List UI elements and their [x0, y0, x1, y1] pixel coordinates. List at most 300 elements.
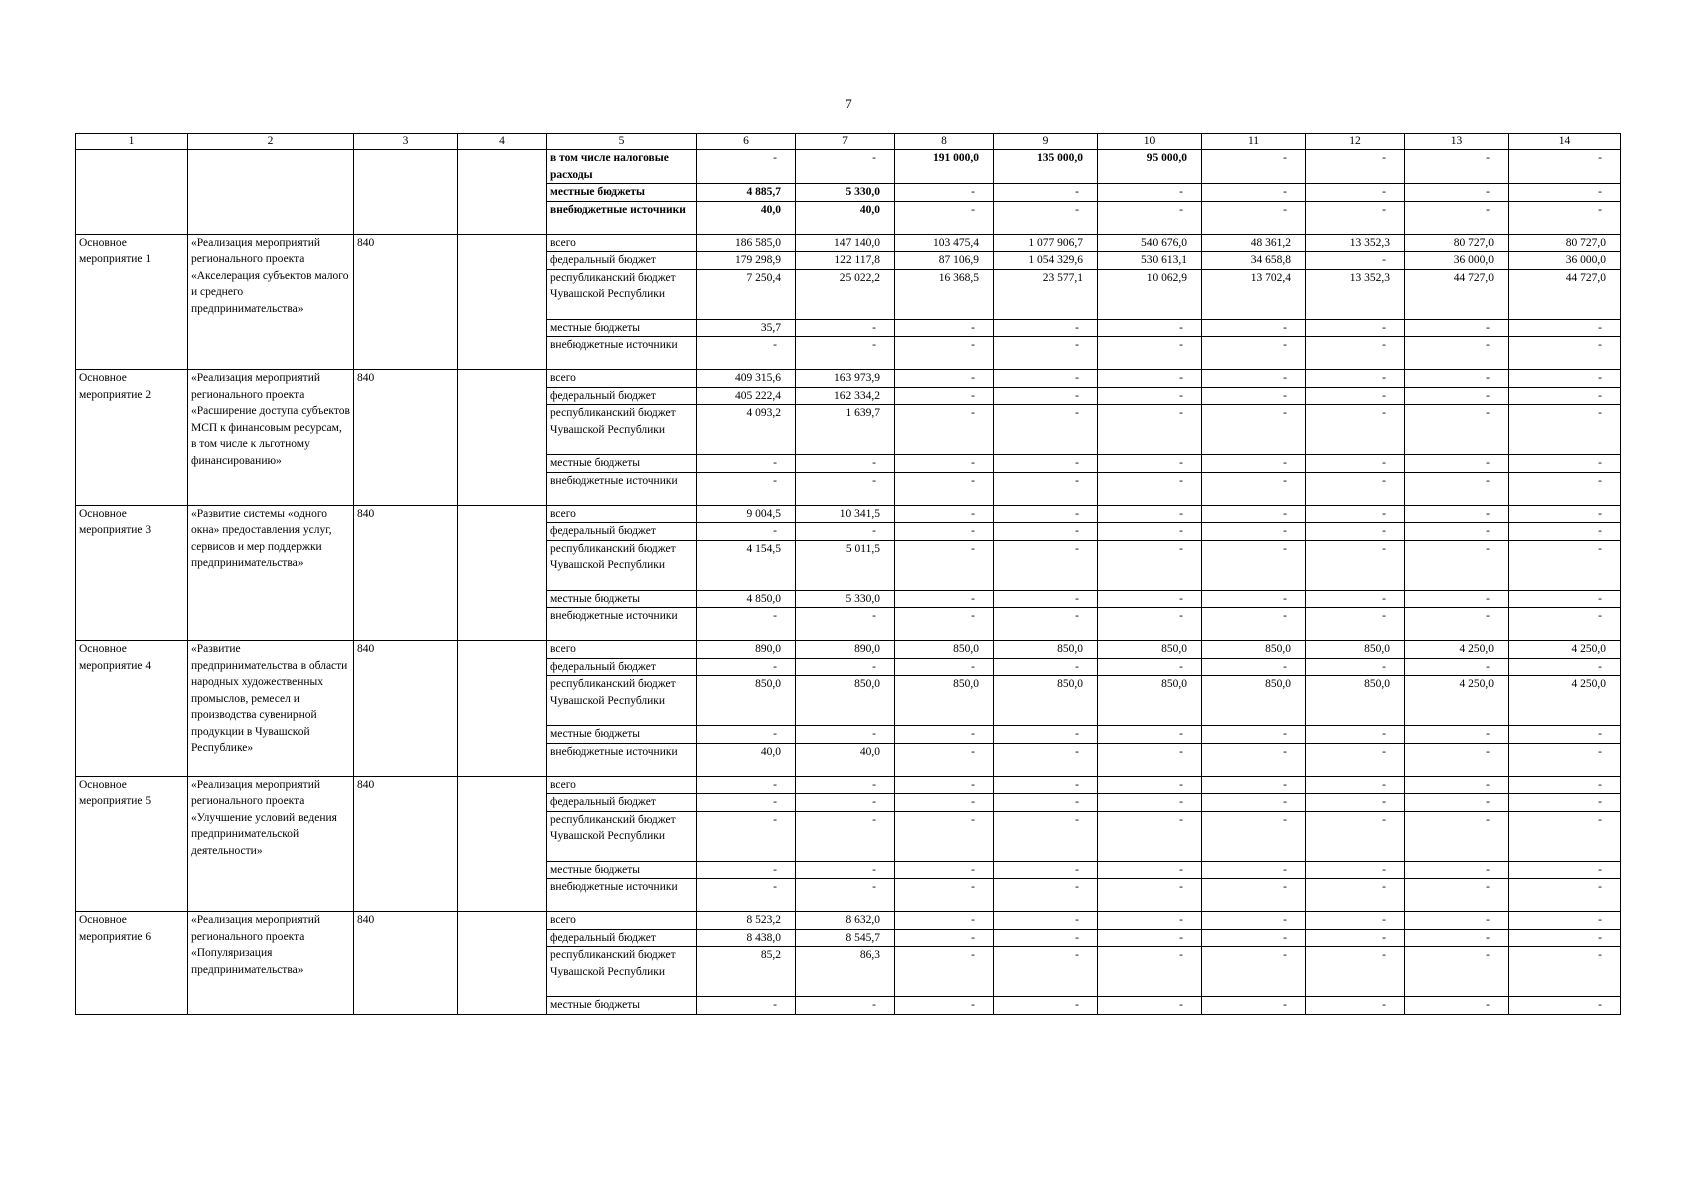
value-cell: -: [1509, 472, 1621, 505]
value-cell: -: [1098, 929, 1202, 947]
value-cell: -: [895, 370, 994, 388]
value-cell: -: [1098, 370, 1202, 388]
source-cell: всего: [547, 776, 697, 794]
value-cell: 4 093,2: [697, 405, 796, 455]
value-cell: -: [895, 794, 994, 812]
value-cell: -: [994, 590, 1098, 608]
value-cell: 850,0: [1098, 676, 1202, 726]
empty-cell: [354, 150, 458, 235]
value-cell: -: [796, 150, 895, 184]
value-cell: -: [796, 879, 895, 912]
value-cell: -: [796, 861, 895, 879]
value-cell: -: [796, 523, 895, 541]
value-cell: -: [796, 658, 895, 676]
source-cell: внебюджетные источники: [547, 472, 697, 505]
value-cell: -: [1098, 608, 1202, 641]
value-cell: -: [1306, 743, 1405, 776]
empty-cell: [458, 641, 547, 777]
value-cell: -: [895, 505, 994, 523]
event-title-cell: «Развитие предпринимательства в области народных художественных промыслов, ремесел и производства сувенирной продукции в Чувашской Республике»: [188, 641, 354, 777]
value-cell: -: [1405, 726, 1509, 744]
value-cell: -: [1202, 201, 1306, 234]
source-cell: местные бюджеты: [547, 184, 697, 202]
header-cell: 8: [895, 134, 994, 150]
source-cell: федеральный бюджет: [547, 387, 697, 405]
source-cell: внебюджетные источники: [547, 337, 697, 370]
value-cell: -: [1098, 201, 1202, 234]
header-cell: 2: [188, 134, 354, 150]
source-cell: республиканский бюджет Чувашской Республики: [547, 540, 697, 590]
value-cell: -: [1098, 743, 1202, 776]
value-cell: -: [1202, 726, 1306, 744]
table-header-row: [76, 134, 1621, 150]
value-cell: -: [994, 370, 1098, 388]
value-cell: -: [895, 319, 994, 337]
value-cell: 850,0: [1202, 641, 1306, 659]
value-cell: 890,0: [697, 641, 796, 659]
value-cell: -: [895, 947, 994, 997]
value-cell: 850,0: [994, 641, 1098, 659]
value-cell: -: [895, 658, 994, 676]
value-cell: -: [1509, 912, 1621, 930]
value-cell: -: [697, 794, 796, 812]
value-cell: -: [1405, 201, 1509, 234]
value-cell: 162 334,2: [796, 387, 895, 405]
header-cell: 6: [697, 134, 796, 150]
value-cell: -: [994, 861, 1098, 879]
value-cell: 13 702,4: [1202, 269, 1306, 319]
value-cell: 530 613,1: [1098, 252, 1202, 270]
value-cell: 7 250,4: [697, 269, 796, 319]
event-code-cell: 840: [354, 370, 458, 506]
value-cell: -: [1405, 608, 1509, 641]
value-cell: -: [1202, 811, 1306, 861]
header-cell: 3: [354, 134, 458, 150]
value-cell: -: [1306, 472, 1405, 505]
value-cell: 405 222,4: [697, 387, 796, 405]
value-cell: -: [994, 201, 1098, 234]
source-cell: всего: [547, 234, 697, 252]
value-cell: -: [1098, 997, 1202, 1015]
value-cell: 186 585,0: [697, 234, 796, 252]
value-cell: -: [1509, 726, 1621, 744]
empty-cell: [458, 776, 547, 912]
value-cell: -: [895, 743, 994, 776]
value-cell: 850,0: [796, 676, 895, 726]
source-cell: всего: [547, 370, 697, 388]
value-cell: -: [1405, 505, 1509, 523]
value-cell: -: [1509, 743, 1621, 776]
value-cell: -: [1509, 590, 1621, 608]
value-cell: -: [1202, 472, 1306, 505]
source-cell: всего: [547, 912, 697, 930]
value-cell: -: [1509, 319, 1621, 337]
value-cell: -: [796, 472, 895, 505]
header-cell: 11: [1202, 134, 1306, 150]
source-cell: республиканский бюджет Чувашской Республики: [547, 947, 697, 997]
table-row: [76, 150, 1621, 184]
value-cell: -: [796, 997, 895, 1015]
value-cell: -: [1306, 337, 1405, 370]
event-title-cell: «Реализация мероприятий регионального проекта «Улучшение условий ведения предпринимательской деятельности»: [188, 776, 354, 912]
value-cell: -: [895, 337, 994, 370]
value-cell: -: [994, 319, 1098, 337]
source-cell: республиканский бюджет Чувашской Республики: [547, 676, 697, 726]
value-cell: -: [1306, 319, 1405, 337]
value-cell: -: [1306, 879, 1405, 912]
source-cell: республиканский бюджет Чувашской Республики: [547, 269, 697, 319]
source-cell: местные бюджеты: [547, 319, 697, 337]
value-cell: -: [1306, 523, 1405, 541]
value-cell: 5 330,0: [796, 590, 895, 608]
value-cell: -: [697, 861, 796, 879]
event-code-cell: 840: [354, 505, 458, 641]
value-cell: -: [1098, 319, 1202, 337]
value-cell: -: [994, 811, 1098, 861]
empty-cell: [458, 150, 547, 235]
value-cell: 86,3: [796, 947, 895, 997]
value-cell: 13 352,3: [1306, 269, 1405, 319]
value-cell: 5 011,5: [796, 540, 895, 590]
value-cell: -: [1405, 370, 1509, 388]
value-cell: -: [1306, 947, 1405, 997]
page-number: 7: [845, 96, 852, 111]
value-cell: -: [1405, 997, 1509, 1015]
value-cell: 9 004,5: [697, 505, 796, 523]
value-cell: -: [1405, 929, 1509, 947]
value-cell: 1 077 906,7: [994, 234, 1098, 252]
table-row: [76, 641, 1621, 659]
value-cell: -: [1098, 947, 1202, 997]
value-cell: -: [1306, 184, 1405, 202]
value-cell: 40,0: [697, 743, 796, 776]
value-cell: -: [697, 997, 796, 1015]
value-cell: -: [796, 337, 895, 370]
value-cell: -: [1098, 455, 1202, 473]
event-title-cell: «Реализация мероприятий регионального проекта «Расширение доступа субъектов МСП к финансовым ресурсам, в том числе к льготному финансированию»: [188, 370, 354, 506]
value-cell: -: [895, 929, 994, 947]
value-cell: -: [1509, 370, 1621, 388]
value-cell: -: [1306, 726, 1405, 744]
value-cell: -: [1202, 776, 1306, 794]
value-cell: -: [796, 811, 895, 861]
value-cell: -: [796, 776, 895, 794]
value-cell: -: [1509, 540, 1621, 590]
value-cell: -: [1202, 540, 1306, 590]
empty-cell: [76, 150, 188, 235]
value-cell: 850,0: [1202, 676, 1306, 726]
value-cell: -: [895, 590, 994, 608]
header-cell: 10: [1098, 134, 1202, 150]
value-cell: 10 062,9: [1098, 269, 1202, 319]
value-cell: 850,0: [697, 676, 796, 726]
value-cell: -: [994, 929, 1098, 947]
value-cell: -: [1405, 405, 1509, 455]
event-code-cell: 840: [354, 234, 458, 370]
value-cell: 179 298,9: [697, 252, 796, 270]
header-cell: 7: [796, 134, 895, 150]
value-cell: 4 250,0: [1509, 676, 1621, 726]
value-cell: -: [796, 455, 895, 473]
source-cell: внебюджетные источники: [547, 743, 697, 776]
event-title-cell: «Развитие системы «одного окна» предоставления услуг, сервисов и мер поддержки предпринимательства»: [188, 505, 354, 641]
source-cell: местные бюджеты: [547, 455, 697, 473]
value-cell: 40,0: [796, 201, 895, 234]
value-cell: -: [1509, 947, 1621, 997]
value-cell: -: [1202, 405, 1306, 455]
value-cell: -: [1405, 794, 1509, 812]
value-cell: -: [697, 776, 796, 794]
value-cell: -: [1306, 608, 1405, 641]
value-cell: -: [796, 726, 895, 744]
value-cell: -: [994, 912, 1098, 930]
value-cell: -: [994, 472, 1098, 505]
value-cell: -: [1098, 387, 1202, 405]
source-cell: внебюджетные источники: [547, 201, 697, 234]
value-cell: -: [1405, 811, 1509, 861]
value-cell: 8 438,0: [697, 929, 796, 947]
value-cell: 4 250,0: [1509, 641, 1621, 659]
value-cell: -: [1098, 540, 1202, 590]
value-cell: 44 727,0: [1509, 269, 1621, 319]
value-cell: 1 054 329,6: [994, 252, 1098, 270]
table-row: [76, 505, 1621, 523]
value-cell: 4 154,5: [697, 540, 796, 590]
value-cell: 87 106,9: [895, 252, 994, 270]
value-cell: -: [1509, 997, 1621, 1015]
value-cell: -: [1509, 861, 1621, 879]
value-cell: -: [697, 726, 796, 744]
table-row: [76, 776, 1621, 794]
value-cell: -: [1306, 252, 1405, 270]
value-cell: -: [1306, 658, 1405, 676]
value-cell: -: [1509, 337, 1621, 370]
source-cell: всего: [547, 505, 697, 523]
value-cell: -: [1098, 523, 1202, 541]
value-cell: -: [1509, 776, 1621, 794]
value-cell: 4 250,0: [1405, 676, 1509, 726]
value-cell: 4 250,0: [1405, 641, 1509, 659]
value-cell: 10 341,5: [796, 505, 895, 523]
value-cell: -: [895, 879, 994, 912]
value-cell: -: [1306, 929, 1405, 947]
budget-table: [75, 133, 1621, 1015]
value-cell: -: [1202, 184, 1306, 202]
value-cell: -: [1509, 184, 1621, 202]
value-cell: -: [895, 387, 994, 405]
source-cell: внебюджетные источники: [547, 879, 697, 912]
value-cell: -: [994, 523, 1098, 541]
value-cell: -: [1405, 590, 1509, 608]
value-cell: 23 577,1: [994, 269, 1098, 319]
source-cell: внебюджетные источники: [547, 608, 697, 641]
source-cell: местные бюджеты: [547, 726, 697, 744]
value-cell: 40,0: [796, 743, 895, 776]
value-cell: 85,2: [697, 947, 796, 997]
value-cell: -: [1405, 523, 1509, 541]
value-cell: 135 000,0: [994, 150, 1098, 184]
event-event-cell: Основное мероприятие 6: [76, 912, 188, 1015]
value-cell: -: [1405, 150, 1509, 184]
value-cell: -: [1202, 590, 1306, 608]
value-cell: 40,0: [697, 201, 796, 234]
event-code-cell: 840: [354, 776, 458, 912]
value-cell: -: [895, 184, 994, 202]
value-cell: -: [1306, 387, 1405, 405]
header-cell: 4: [458, 134, 547, 150]
value-cell: -: [697, 150, 796, 184]
value-cell: -: [994, 184, 1098, 202]
value-cell: -: [697, 523, 796, 541]
value-cell: -: [1509, 505, 1621, 523]
source-cell: федеральный бюджет: [547, 794, 697, 812]
value-cell: 850,0: [1306, 641, 1405, 659]
value-cell: 13 352,3: [1306, 234, 1405, 252]
value-cell: -: [1405, 455, 1509, 473]
value-cell: -: [1098, 505, 1202, 523]
value-cell: -: [1202, 505, 1306, 523]
table-row: [76, 912, 1621, 930]
value-cell: -: [1509, 879, 1621, 912]
header-cell: 5: [547, 134, 697, 150]
header-cell: 13: [1405, 134, 1509, 150]
value-cell: -: [796, 794, 895, 812]
value-cell: -: [1202, 997, 1306, 1015]
value-cell: 4 850,0: [697, 590, 796, 608]
value-cell: -: [1306, 370, 1405, 388]
value-cell: -: [1405, 319, 1509, 337]
empty-cell: [458, 370, 547, 506]
value-cell: -: [895, 455, 994, 473]
value-cell: -: [994, 337, 1098, 370]
value-cell: -: [1098, 861, 1202, 879]
value-cell: -: [994, 947, 1098, 997]
value-cell: -: [1405, 337, 1509, 370]
value-cell: 850,0: [895, 641, 994, 659]
value-cell: 122 117,8: [796, 252, 895, 270]
value-cell: -: [1405, 947, 1509, 997]
source-cell: федеральный бюджет: [547, 523, 697, 541]
value-cell: 163 973,9: [796, 370, 895, 388]
value-cell: -: [697, 658, 796, 676]
value-cell: 850,0: [895, 676, 994, 726]
value-cell: -: [1202, 658, 1306, 676]
value-cell: 850,0: [1306, 676, 1405, 726]
source-cell: местные бюджеты: [547, 861, 697, 879]
value-cell: 5 330,0: [796, 184, 895, 202]
value-cell: -: [1098, 776, 1202, 794]
value-cell: -: [1509, 150, 1621, 184]
source-cell: местные бюджеты: [547, 997, 697, 1015]
value-cell: 8 523,2: [697, 912, 796, 930]
source-cell: федеральный бюджет: [547, 658, 697, 676]
value-cell: -: [1509, 929, 1621, 947]
value-cell: -: [1306, 201, 1405, 234]
value-cell: -: [895, 912, 994, 930]
value-cell: -: [994, 794, 1098, 812]
value-cell: -: [994, 405, 1098, 455]
value-cell: -: [1509, 608, 1621, 641]
value-cell: -: [895, 811, 994, 861]
value-cell: -: [1202, 879, 1306, 912]
event-event-cell: Основное мероприятие 4: [76, 641, 188, 777]
value-cell: -: [796, 319, 895, 337]
value-cell: -: [1306, 540, 1405, 590]
value-cell: -: [1202, 455, 1306, 473]
value-cell: -: [697, 811, 796, 861]
value-cell: 80 727,0: [1405, 234, 1509, 252]
value-cell: -: [697, 455, 796, 473]
event-code-cell: 840: [354, 641, 458, 777]
value-cell: -: [994, 505, 1098, 523]
value-cell: -: [1098, 912, 1202, 930]
value-cell: 850,0: [994, 676, 1098, 726]
value-cell: -: [895, 405, 994, 455]
empty-cell: [458, 505, 547, 641]
value-cell: 8 545,7: [796, 929, 895, 947]
value-cell: 8 632,0: [796, 912, 895, 930]
value-cell: 35,7: [697, 319, 796, 337]
value-cell: 147 140,0: [796, 234, 895, 252]
value-cell: -: [697, 879, 796, 912]
value-cell: -: [895, 861, 994, 879]
value-cell: -: [1202, 337, 1306, 370]
value-cell: -: [796, 608, 895, 641]
value-cell: -: [1306, 861, 1405, 879]
value-cell: -: [1098, 658, 1202, 676]
source-cell: республиканский бюджет Чувашской Республики: [547, 811, 697, 861]
value-cell: -: [1306, 811, 1405, 861]
value-cell: -: [895, 472, 994, 505]
event-event-cell: Основное мероприятие 5: [76, 776, 188, 912]
value-cell: -: [1202, 319, 1306, 337]
value-cell: -: [1098, 811, 1202, 861]
value-cell: -: [1306, 776, 1405, 794]
value-cell: -: [1306, 997, 1405, 1015]
table-body: [76, 134, 1621, 1015]
value-cell: -: [1202, 794, 1306, 812]
value-cell: 36 000,0: [1509, 252, 1621, 270]
value-cell: 80 727,0: [1509, 234, 1621, 252]
value-cell: -: [697, 472, 796, 505]
value-cell: -: [1098, 184, 1202, 202]
value-cell: -: [1509, 201, 1621, 234]
value-cell: -: [1306, 455, 1405, 473]
value-cell: -: [1405, 387, 1509, 405]
value-cell: -: [994, 608, 1098, 641]
value-cell: -: [895, 776, 994, 794]
value-cell: -: [1202, 912, 1306, 930]
source-cell: всего: [547, 641, 697, 659]
value-cell: -: [1202, 929, 1306, 947]
event-title-cell: «Реализация мероприятий регионального проекта «Популяризация предпринимательства»: [188, 912, 354, 1015]
source-cell: местные бюджеты: [547, 590, 697, 608]
value-cell: -: [1202, 947, 1306, 997]
value-cell: -: [1405, 861, 1509, 879]
value-cell: 1 639,7: [796, 405, 895, 455]
value-cell: -: [1306, 505, 1405, 523]
header-cell: 14: [1509, 134, 1621, 150]
value-cell: -: [1509, 811, 1621, 861]
value-cell: 540 676,0: [1098, 234, 1202, 252]
source-cell: в том числе налоговые расходы: [547, 150, 697, 184]
value-cell: -: [1405, 184, 1509, 202]
event-code-cell: 840: [354, 912, 458, 1015]
value-cell: -: [1202, 523, 1306, 541]
value-cell: -: [994, 743, 1098, 776]
value-cell: 95 000,0: [1098, 150, 1202, 184]
value-cell: -: [994, 540, 1098, 590]
